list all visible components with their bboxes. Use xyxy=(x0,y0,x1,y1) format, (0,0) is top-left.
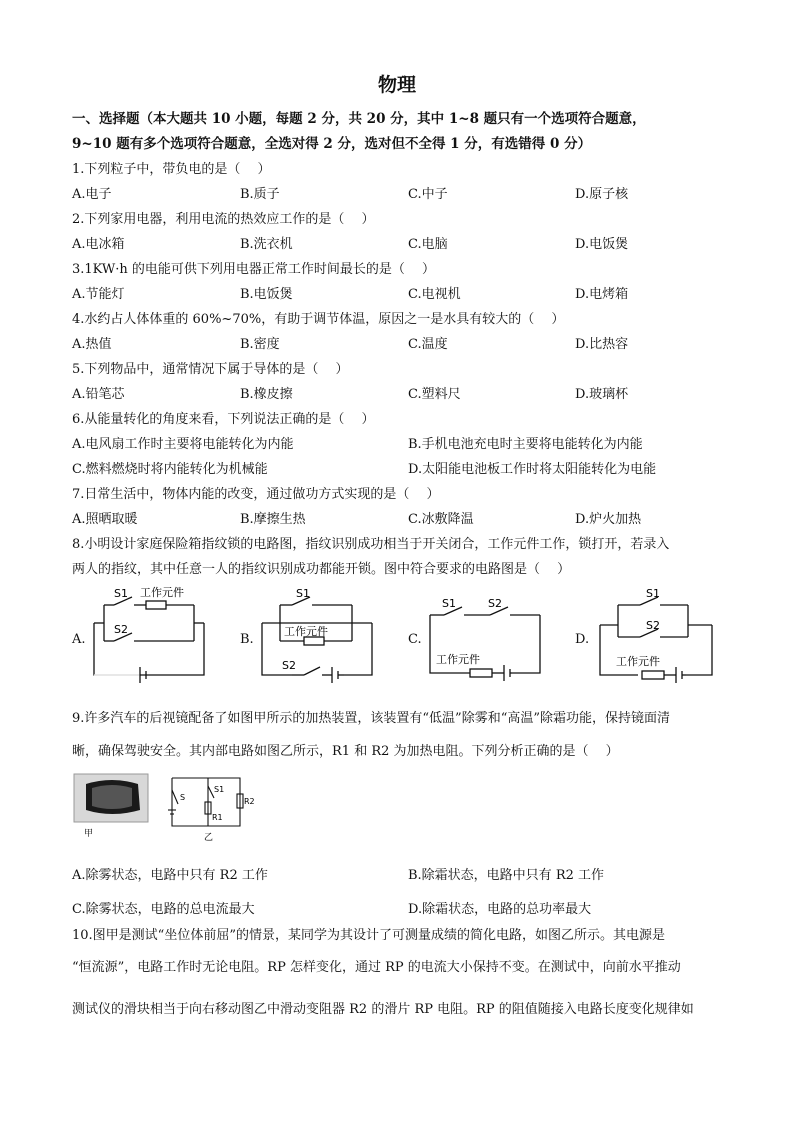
q9-figure-yi-circuit xyxy=(160,770,255,845)
q8d-s1-label: S1 xyxy=(646,587,660,600)
q3-option-d: D.电烤箱 xyxy=(575,287,629,302)
q5-option-a: A.铅笔芯 xyxy=(72,387,125,402)
question-10-line2: “恒流源”，电路工作时无论电阻。RP 怎样变化，通过 RP 的电流大小保持不变。在测试中，向前水平推动 xyxy=(72,960,681,975)
page-title: 物理 xyxy=(377,74,416,96)
section-heading-line2: 9~10 题有多个选项符合题意，全选对得 2 分，选对但不全得 1 分，有选错得 0 分） xyxy=(72,136,592,152)
question-1-stem: 1.下列粒子中，带负电的是（ ） xyxy=(72,162,271,177)
q8b-s1-label: S1 xyxy=(296,587,310,600)
q7-option-c: C.冰敷降温 xyxy=(408,512,474,527)
q2-option-d: D.电饭煲 xyxy=(575,237,629,252)
q8b-s2-label: S2 xyxy=(282,659,296,672)
q8a-s1-label: S1 xyxy=(114,587,128,600)
q1-option-a: A.电子 xyxy=(72,187,112,202)
question-7-stem: 7.日常生活中，物体内能的改变，通过做功方式实现的是（ ） xyxy=(72,487,440,502)
question-10-line1: 10.图甲是测试“坐位体前屈”的情景，某同学为其设计了可测量成绩的简化电路，如图乙所示。其电源是 xyxy=(72,928,665,943)
q8-circuit-a xyxy=(84,585,214,685)
q3-option-b: B.电饭煲 xyxy=(240,287,293,302)
question-8-stem-line1: 8.小明设计家庭保险箱指纹锁的电路图，指纹识别成功相当于开关闭合，工作元件工作，锁打开，若录入 xyxy=(72,537,670,552)
q6-option-a: A.电风扇工作时主要将电能转化为内能 xyxy=(72,437,294,452)
q1-option-c: C.中子 xyxy=(408,187,448,202)
question-2-stem: 2.下列家用电器，利用电流的热效应工作的是（ ） xyxy=(72,212,375,227)
q8a-element-label: 工作元件 xyxy=(140,586,184,599)
q2-option-b: B.洗衣机 xyxy=(240,237,293,252)
question-9-stem-line2: 晰，确保驾驶安全。其内部电路如图乙所示，R1 和 R2 为加热电阻。下列分析正确的是（ ） xyxy=(72,744,619,759)
q2-option-c: C.电脑 xyxy=(408,237,448,252)
q1-option-b: B.质子 xyxy=(240,187,280,202)
q8-figure-d-label: D. xyxy=(575,632,590,647)
q4-option-c: C.温度 xyxy=(408,337,448,352)
section-heading-line1: 一、选择题（本大题共 10 小题，每题 2 分，共 20 分，其中 1~8 题只有一个选项符合题意， xyxy=(72,111,646,127)
question-9-stem-line1: 9.许多汽车的后视镜配备了如图甲所示的加热装置，该装置有“低温”除雾和“高温”除霜功能，保持镜面清 xyxy=(72,711,670,726)
question-5-stem: 5.下列物品中，通常情况下属于导体的是（ ） xyxy=(72,362,349,377)
q8-circuit-d xyxy=(588,585,718,685)
q8d-s2-label: S2 xyxy=(646,619,660,632)
q8a-s2-label: S2 xyxy=(114,623,128,636)
q5-option-b: B.橡皮擦 xyxy=(240,387,293,402)
q9-label-yi: 乙 xyxy=(204,833,214,843)
question-6-stem: 6.从能量转化的角度来看，下列说法正确的是（ ） xyxy=(72,412,375,427)
q4-option-b: B.密度 xyxy=(240,337,280,352)
q8-figure-a-label: A. xyxy=(72,632,86,647)
q3-option-a: A.节能灯 xyxy=(72,287,125,302)
q9-option-b: B.除霜状态，电路中只有 R2 工作 xyxy=(408,868,605,883)
q8-figure-c-label: C. xyxy=(408,632,422,647)
q9-s-label: S xyxy=(180,793,186,802)
q1-option-d: D.原子核 xyxy=(575,187,629,202)
q9-option-d: D.除霜状态，电路的总功率最大 xyxy=(408,902,592,917)
q9-r1-label: R1 xyxy=(212,813,223,822)
q5-option-c: C.塑料尺 xyxy=(408,387,461,402)
q6-option-b: B.手机电池充电时主要将电能转化为内能 xyxy=(408,437,643,452)
q8d-element-label: 工作元件 xyxy=(616,655,660,668)
q8c-s2-label: S2 xyxy=(488,597,502,610)
question-8-stem-line2: 两人的指纹，其中任意一人的指纹识别成功都能开锁。图中符合要求的电路图是（ ） xyxy=(72,562,571,577)
question-10-line3: 测试仪的滑块相当于向右移动图乙中滑动变阻器 R2 的滑片 RP 电阻。RP 的阻值随接入电路长度变化规律如 xyxy=(72,1002,694,1017)
q8c-s1-label: S1 xyxy=(442,597,456,610)
q9-option-a: A.除雾状态，电路中只有 R2 工作 xyxy=(72,868,268,883)
q7-option-d: D.炉火加热 xyxy=(575,512,642,527)
q9-s1-label: S1 xyxy=(214,785,225,794)
q4-option-a: A.热值 xyxy=(72,337,112,352)
q8b-element-label: 工作元件 xyxy=(284,625,328,638)
q7-option-a: A.照晒取暖 xyxy=(72,512,138,527)
q3-option-c: C.电视机 xyxy=(408,287,461,302)
q9-r2-label: R2 xyxy=(244,797,255,806)
q9-figure-jia-mirror xyxy=(72,770,152,840)
q8c-element-label: 工作元件 xyxy=(436,653,480,666)
question-4-stem: 4.水约占人体体重的 60%~70%，有助于调节体温，原因之一是水具有较大的（ ） xyxy=(72,312,565,327)
q6-option-c: C.燃料燃烧时将内能转化为机械能 xyxy=(72,462,268,477)
q4-option-d: D.比热容 xyxy=(575,337,629,352)
q9-label-jia: 甲 xyxy=(84,829,94,839)
q6-option-d: D.太阳能电池板工作时将太阳能转化为电能 xyxy=(408,462,657,477)
question-3-stem: 3.1KW·h 的电能可供下列用电器正常工作时间最长的是（ ） xyxy=(72,262,436,277)
q8-circuit-c xyxy=(420,585,550,685)
q8-circuit-b xyxy=(252,585,382,685)
q9-option-c: C.除雾状态，电路的总电流最大 xyxy=(72,902,255,917)
q8-figure-b-label: B. xyxy=(240,632,254,647)
q5-option-d: D.玻璃杯 xyxy=(575,387,629,402)
q2-option-a: A.电冰箱 xyxy=(72,237,125,252)
q7-option-b: B.摩擦生热 xyxy=(240,512,306,527)
